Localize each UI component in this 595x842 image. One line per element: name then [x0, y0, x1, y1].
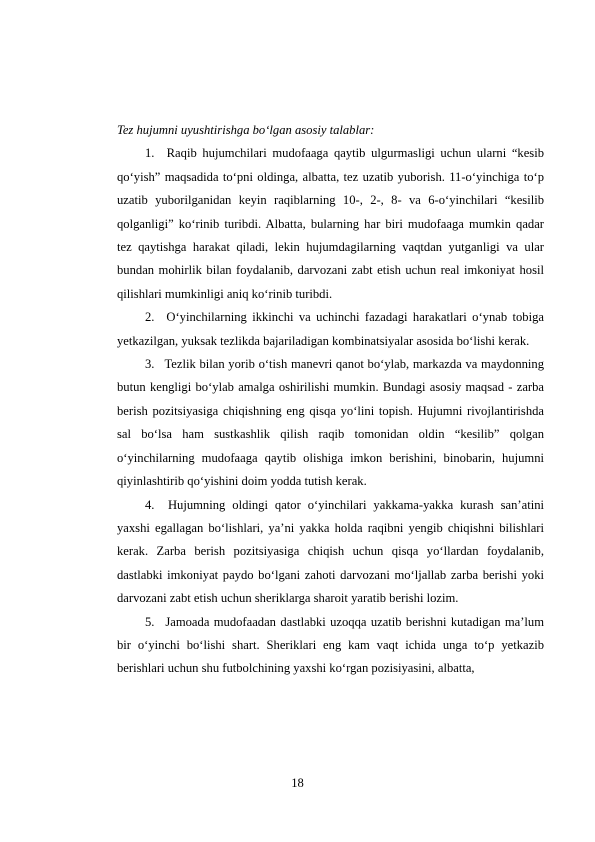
- item-number: 2.: [145, 310, 155, 325]
- item-text: Tezlik bilan yorib o‘tish manevri qanot bo‘ylab, markazda va maydonning butun kengligi bo‘ylab amalga oshirilishi mumkin. Bundagi asosiy maqsad - zarba berish pozitsiyasiga chiqishning eng qisqa yo‘lini topish. Hujumni rivojlantirishda sal bo‘lsa ham sustkashlik qilish raqib tomonidan oldin “kesilib” qolgan o‘yinchilarning mudofaaga qaytib olishiga imkon berishini, binobarin, hujumni qiyinlashtirib qo‘yishini doim yodda tutish kerak.: [117, 357, 545, 489]
- page-number: 18: [291, 776, 304, 790]
- list-item-4: [117, 494, 544, 611]
- item-text: O‘yinchilarning ikkinchi va uchinchi fazadagi harakatlari o‘ynab tobiga yetkazilgan, yuksak tezlikda bajariladigan kombinatsiyalar asosida bo‘lishi kerak.: [117, 310, 544, 348]
- list-item-5: [117, 611, 544, 681]
- item-text: Raqib hujumchilari mudofaaga qaytib ulgurmasligi uchun ularni “kesib qo‘yish” maqsadida to‘pni oldinga, albatta, tez uzatib yuborish. 11-o‘yinchiga to‘p uzatib yuborilganidan keyin raqiblarning 10-, 2-, 8- va 6-o‘yinchilari “kesilib qolganligi” ko‘rinib turibdi. Albatta, bularning har biri mudofaaga mumkin qadar tez qaytishga harakat qiladi, lekin hujumdagilarning vaqtdan yutganligi va ular bundan mohirlik bilan foydalanib, darvozani zabt etish uchun real imkoniyat hosil qilishlari mumkinligi aniq ko‘rinib turibdi.: [117, 146, 545, 301]
- item-number: 5.: [145, 614, 155, 629]
- list-item-1: [117, 142, 544, 306]
- page-body: [117, 119, 544, 681]
- item-number: 4.: [145, 497, 155, 512]
- item-number: 3.: [145, 357, 155, 372]
- item-number: 1.: [145, 146, 155, 161]
- item-text: Hujumning oldingi qator o‘yinchilari yakkama-yakka kurash san’atini yaxshi egallagan bo‘lishlari, ya’ni yakka holda raqibni yengib chiqishni bilishlari kerak. Zarba berish pozitsiyasiga chiqish uchun qisqa yo‘llardan foydalanib, dastlabki imkoniyat paydo bo‘lgani zahoti darvozani mo‘ljallab zarba berishi yoki darvozani zabt etish uchun sheriklarga sharoit yaratib berishi lozim.: [117, 497, 544, 606]
- section-heading: Tez hujumni uyushtirishga bo‘lgan asosiy talablar:: [117, 123, 375, 137]
- list-item-2: [117, 306, 544, 353]
- list-item-3: [117, 353, 544, 493]
- item-text: Jamoada mudofaadan dastlabki uzoqqa uzatib berishni kutadigan ma’lum bir o‘yinchi bo‘lishi shart. Sheriklari eng kam vaqt ichida unga to‘p yetkazib berishlari uchun shu futbolchining yaxshi ko‘rgan pozisiyasini, albatta,: [117, 614, 544, 676]
